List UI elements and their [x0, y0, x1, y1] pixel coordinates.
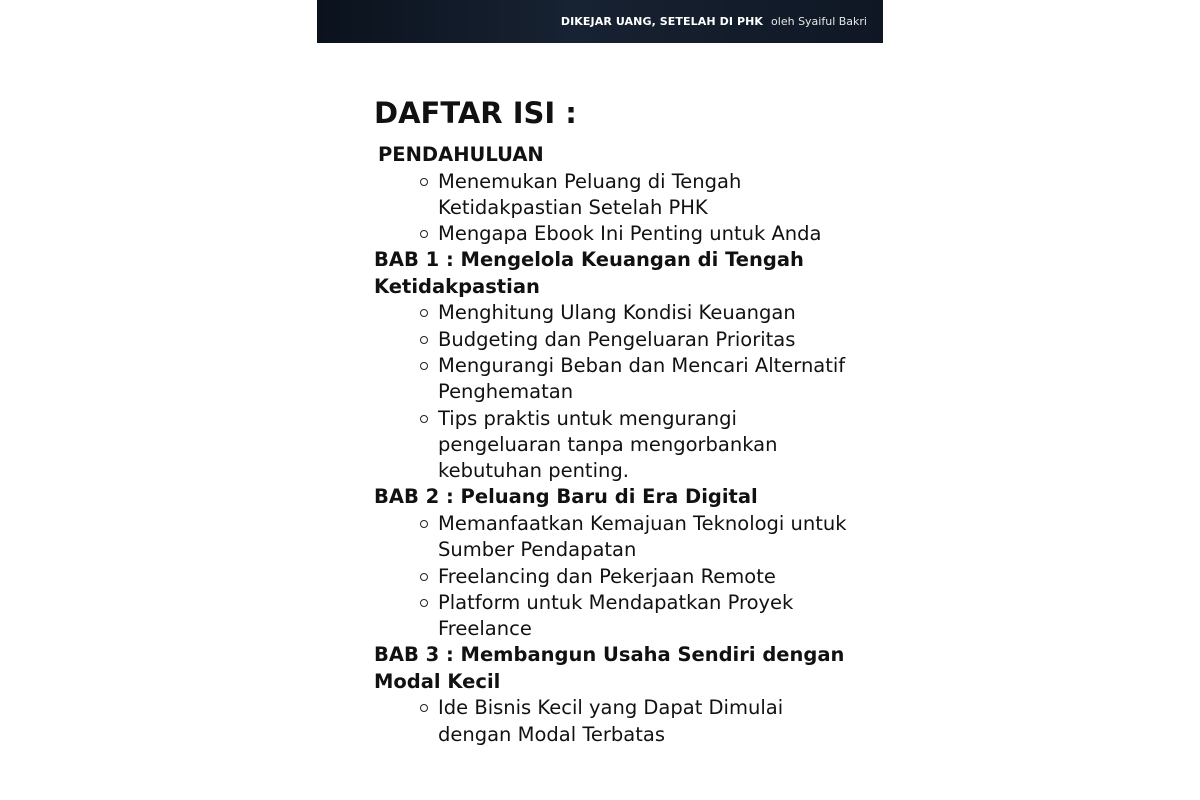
- list-item: Budgeting dan Pengeluaran Prioritas: [438, 327, 854, 353]
- list-item: Ide Bisnis Kecil yang Dapat Dimulai dengan Modal Terbatas: [438, 695, 854, 748]
- section-title: BAB 2 : Peluang Baru di Era Digital: [374, 485, 758, 509]
- list-item: Menemukan Peluang di Tengah Ketidakpastian Setelah PHK: [438, 169, 854, 222]
- list-item: Menghitung Ulang Kondisi Keuangan: [438, 300, 854, 326]
- table-of-contents: [374, 96, 854, 748]
- section-items: [374, 169, 854, 248]
- list-item: Tips praktis untuk mengurangi pengeluaran tanpa mengorbankan kebutuhan penting.: [438, 406, 854, 485]
- section-title: BAB 3 : Membangun Usaha Sendiri dengan Modal Kecil: [374, 643, 845, 693]
- section-items: [374, 511, 854, 642]
- section-title: BAB 1 : Mengelola Keuangan di Tengah Ketidakpastian: [374, 248, 804, 298]
- toc-section-bab-1: [374, 247, 854, 484]
- list-item: Platform untuk Mendapatkan Proyek Freelance: [438, 590, 854, 643]
- book-title: DIKEJAR UANG, SETELAH DI PHK: [560, 15, 764, 28]
- header-banner: [317, 0, 883, 43]
- toc-section-intro: [374, 142, 854, 247]
- list-item: Mengurangi Beban dan Mencari Alternatif Penghematan: [438, 353, 854, 406]
- section-items: [374, 300, 854, 484]
- section-items: [374, 695, 854, 748]
- toc-section-bab-2: [374, 484, 854, 642]
- toc-section-bab-3: [374, 642, 854, 748]
- section-title: PENDAHULUAN: [378, 143, 544, 166]
- toc-heading: DAFTAR ISI :: [374, 96, 577, 130]
- list-item: Mengapa Ebook Ini Penting untuk Anda: [438, 221, 854, 247]
- book-author: oleh Syaiful Bakri: [771, 15, 867, 28]
- list-item: Freelancing dan Pekerjaan Remote: [438, 564, 854, 590]
- list-item: Memanfaatkan Kemajuan Teknologi untuk Sumber Pendapatan: [438, 511, 854, 564]
